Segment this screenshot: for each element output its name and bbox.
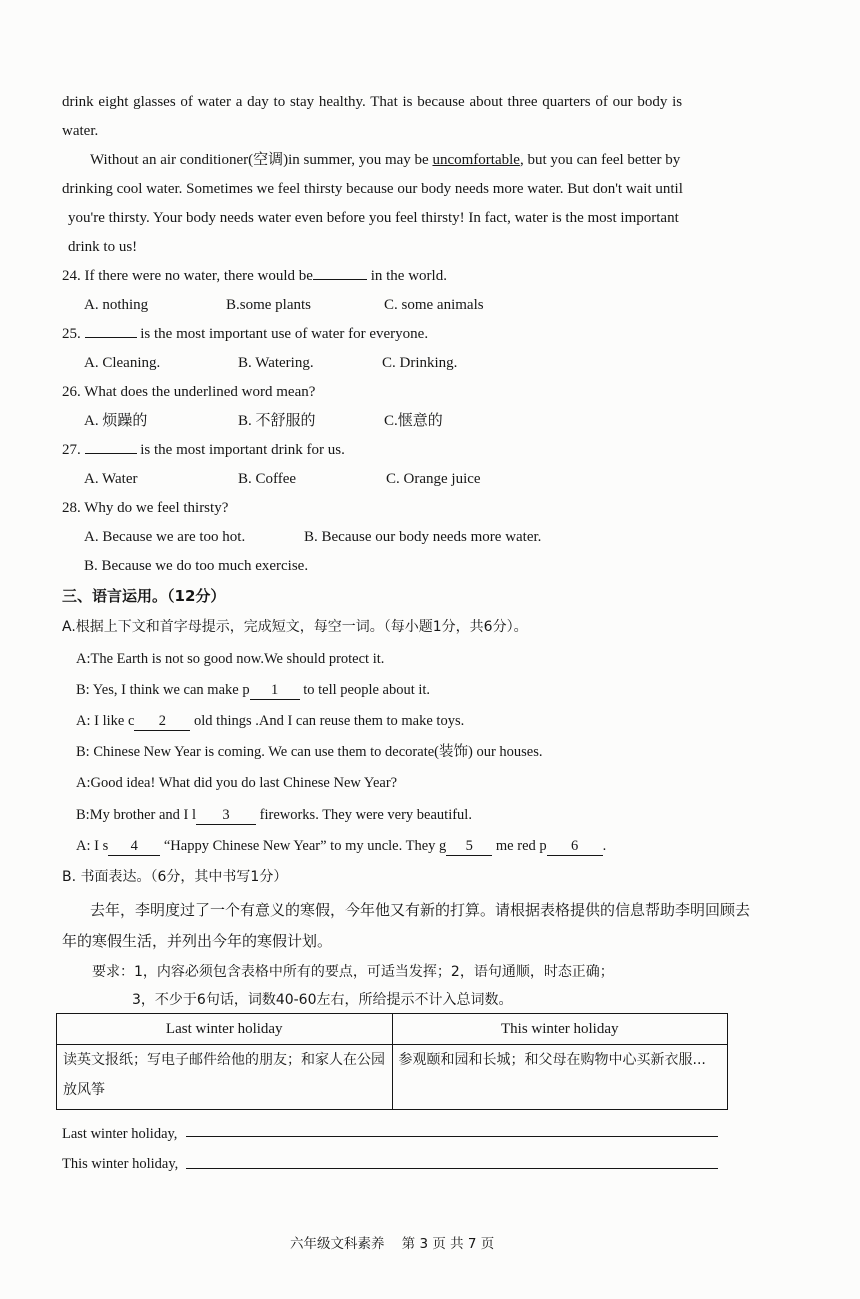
answer-blank[interactable] <box>85 453 137 454</box>
dialog-blank-3[interactable]: 3 <box>196 807 256 825</box>
option-a[interactable]: A. Water <box>84 471 138 487</box>
dialog-line: A:Good idea! What did you do last Chinese New Year? <box>76 775 398 791</box>
dialog-line: A: I like c 2 old things .And I can reuse them to make toys. <box>76 713 465 729</box>
dialog-line: B: Yes, I think we can make p 1 to tell people about it. <box>76 682 431 698</box>
question-27-stem: 27. is the most important drink for us. <box>62 442 345 458</box>
question-26-stem: 26. What does the underlined word mean? <box>62 384 316 400</box>
dialog-blank-2[interactable]: 2 <box>134 713 190 731</box>
passage-line: water. <box>62 123 99 139</box>
question-24-stem: 24. If there were no water, there would be in the world. <box>62 268 447 284</box>
passage-text: Without an air conditioner(空调)in summer, you may be <box>90 152 433 168</box>
option-a[interactable]: A. 烦躁的 <box>84 413 148 429</box>
option-a[interactable]: A. Cleaning. <box>84 355 161 371</box>
writing-area-this[interactable] <box>186 1152 718 1169</box>
option-b-duplicate[interactable]: B. Because we do too much exercise. <box>84 558 309 574</box>
dialog-line: A:The Earth is not so good now.We should protect it. <box>76 651 385 667</box>
option-b[interactable]: B. 不舒服的 <box>238 413 316 429</box>
table-cell-this-winter: 参观颐和园和长城；和父母在购物中心买新衣服... <box>392 1045 728 1110</box>
page-footer: 六年级文科素养 第 3 页 共 7 页 <box>290 1236 495 1252</box>
section-heading: 三、语言运用。（12分） <box>62 587 226 605</box>
writing-line-this: This winter holiday, <box>62 1156 179 1172</box>
answer-blank[interactable] <box>313 279 367 280</box>
passage-line: drink to us! <box>68 239 138 255</box>
question-28-stem: 28. Why do we feel thirsty? <box>62 500 229 516</box>
passage-text: , but you can feel better by <box>519 152 681 168</box>
option-a[interactable]: A. nothing <box>84 297 149 313</box>
part-b-requirements: 要求：1，内容必须包含表格中所有的要点，可适当发挥；2，语句通顺，时态正确； <box>92 964 614 980</box>
option-b[interactable]: B. Coffee <box>238 471 297 487</box>
option-b[interactable]: B. Watering. <box>238 355 314 371</box>
option-c[interactable]: C. Drinking. <box>382 355 458 371</box>
option-c[interactable]: C. some animals <box>384 297 484 313</box>
option-b[interactable]: B.some plants <box>226 297 311 313</box>
option-c[interactable]: C. Orange juice <box>386 471 481 487</box>
passage-line <box>90 146 680 175</box>
option-a[interactable]: A. Because we are too hot. <box>84 529 246 545</box>
dialog-line: B: Chinese New Year is coming. We can use them to decorate(装饰) our houses. <box>76 744 543 760</box>
option-c[interactable]: C.惬意的 <box>384 413 443 429</box>
answer-blank[interactable] <box>85 337 137 338</box>
dialog-blank-5[interactable]: 5 <box>446 838 492 856</box>
dialog-blank-6[interactable]: 6 <box>547 838 603 856</box>
underlined-word: uncomfortable <box>432 152 520 168</box>
dialog-blank-1[interactable]: 1 <box>250 682 300 700</box>
passage-line: drink eight glasses of water a day to stay healthy. That is because about three quarters of our body is <box>62 94 683 110</box>
option-b[interactable]: B. Because our body needs more water. <box>304 529 542 545</box>
writing-line-last: Last winter holiday, <box>62 1126 178 1142</box>
table-header-this-winter: This winter holiday <box>392 1014 728 1045</box>
part-a-instruction: A.根据上下文和首字母提示，完成短文，每空一词。（每小题1分，共6分）。 <box>62 619 528 635</box>
part-b-paragraph: 去年，李明度过了一个有意义的寒假，今年他又有新的打算。请根据表格提供的信息帮助李明回顾去 <box>90 901 751 919</box>
dialog-line: B:My brother and I l 3 fireworks. They were very beautiful. <box>76 807 472 823</box>
writing-area-last[interactable] <box>186 1120 718 1137</box>
question-25-stem: 25. is the most important use of water for everyone. <box>62 326 429 342</box>
part-b-paragraph: 年的寒假生活，并列出今年的寒假计划。 <box>62 932 333 950</box>
dialog-line: A: I s 4 “Happy Chinese New Year” to my uncle. They g 5 me red p 6 . <box>76 838 607 854</box>
dialog-blank-4[interactable]: 4 <box>108 838 160 856</box>
holiday-table <box>56 1013 728 1110</box>
passage-line: drinking cool water. Sometimes we feel thirsty because our body needs more water. But don't wait until <box>62 181 683 197</box>
table-cell-last-winter: 读英文报纸；写电子邮件给他的朋友；和家人在公园放风筝 <box>57 1045 393 1110</box>
part-b-heading: B. 书面表达。（6分，其中书写1分） <box>62 869 288 885</box>
part-b-requirements: 3，不少于6句话，词数40-60左右，所给提示不计入总词数。 <box>132 992 513 1008</box>
table-header-last-winter: Last winter holiday <box>57 1014 393 1045</box>
passage-line: you're thirsty. Your body needs water even before you feel thirsty! In fact, water is the most important <box>68 210 679 226</box>
